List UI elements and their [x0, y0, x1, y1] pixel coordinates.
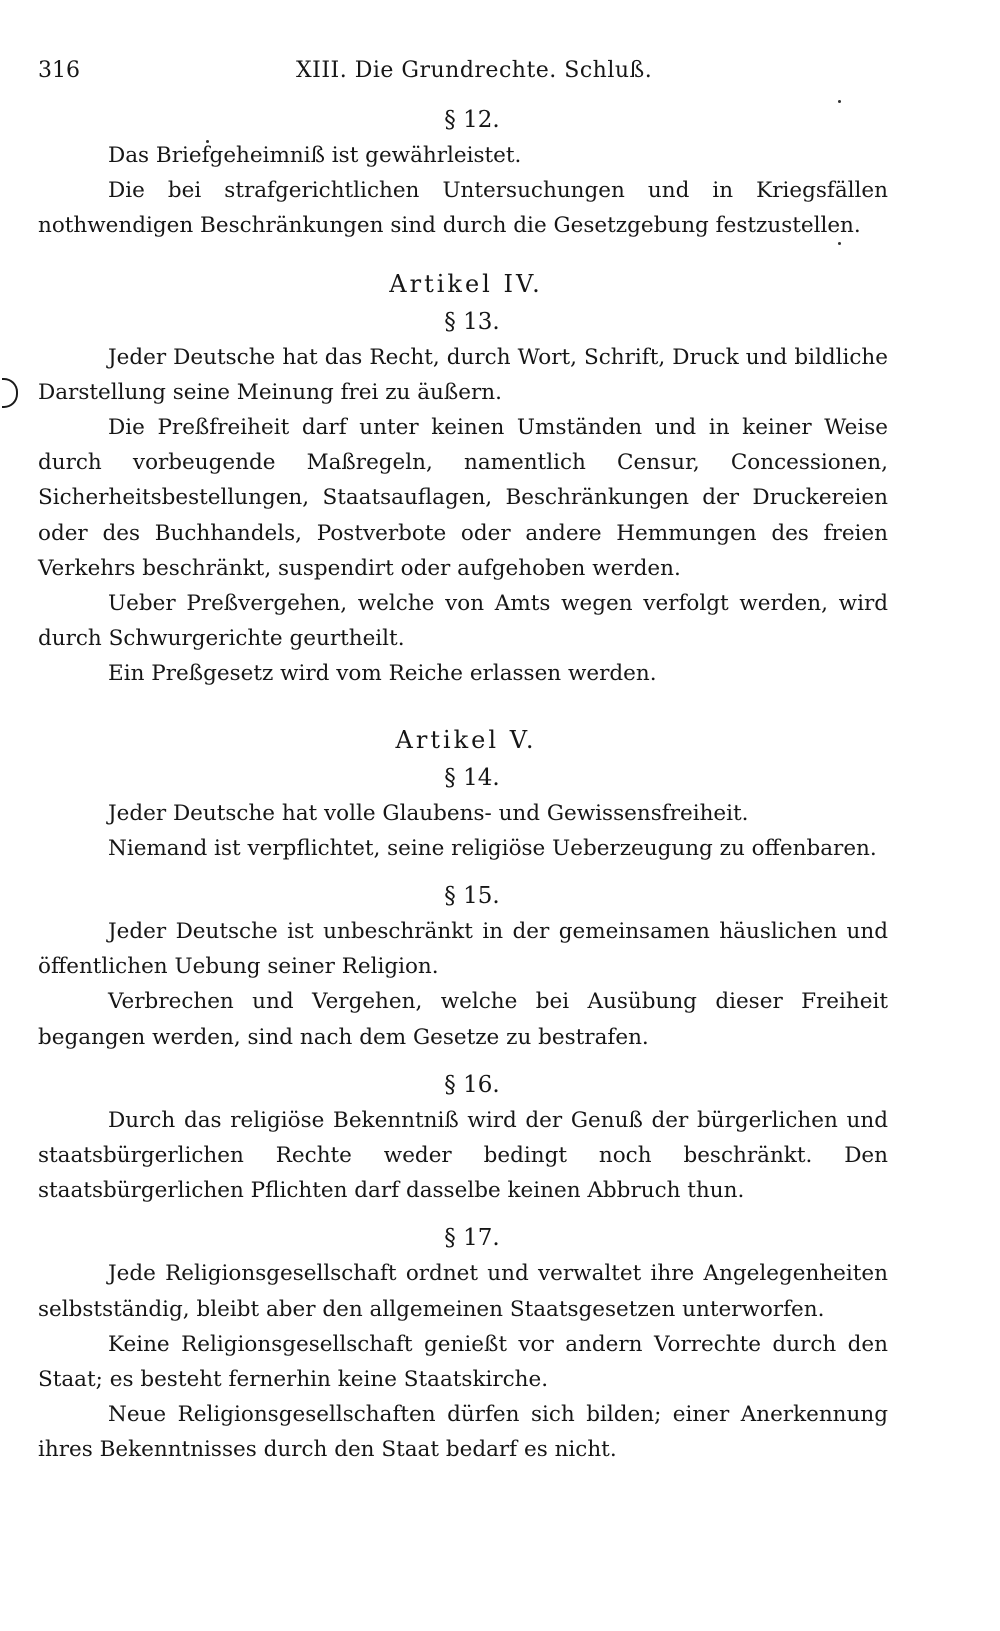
book-page	[38, 58, 888, 1468]
section-14-paragraph-2: Niemand ist verpflichtet, seine religiöse Ueberzeugung zu offenbaren.	[108, 835, 877, 861]
section-12-mark: § 12.	[444, 107, 500, 133]
section-17-paragraph-2: Keine Religionsgesellschaft genießt vor andern Vorrechte durch den Staat; es besteht fernerhin keine Staatskirche.	[38, 1331, 888, 1393]
running-head: XIII. Die Grundrechte. Schluß.	[296, 58, 653, 83]
section-14-paragraph-1: Jeder Deutsche hat volle Glaubens- und Gewissensfreiheit.	[108, 800, 749, 826]
section-15-paragraph-2: Verbrechen und Vergehen, welche bei Ausübung dieser Freiheit begangen werden, sind nach dem Gesetze zu bestrafen.	[38, 989, 888, 1050]
section-13-paragraph-2: Die Preßfreiheit darf unter keinen Umständen und in keiner Weise durch vorbeugende Maßregeln, namentlich Censur, Concessionen, Sicherheitsbestellungen, Staatsauflagen, Beschränkungen der Druckereien oder des Buchhandels, Postverbote oder andere Hemmungen des freien Verkehrs beschränkt, suspendirt oder aufgehoben werden.	[38, 415, 888, 581]
section-12-paragraph-2: Die bei strafgerichtlichen Untersuchungen und in Kriegsfällen nothwendigen Beschränkungen sind durch die Gesetzgebung festzustellen.	[38, 178, 888, 239]
section-15-mark: § 15.	[444, 883, 500, 910]
section-15-paragraph-1: Jeder Deutsche ist unbeschränkt in der gemeinsamen häuslichen und öffentlichen Uebung seiner Religion.	[38, 919, 888, 980]
article-4-heading: Artikel IV.	[389, 269, 543, 298]
section-17-mark: § 17.	[444, 1225, 500, 1252]
margin-bracket-mark	[2, 378, 18, 408]
page-header	[38, 58, 888, 98]
article-5-heading: Artikel V.	[395, 725, 537, 754]
section-14-mark: § 14.	[444, 764, 500, 791]
section-13-paragraph-1: Jeder Deutsche hat das Recht, durch Wort, Schrift, Druck und bildliche Darstellung seine Meinung frei zu äußern.	[38, 344, 888, 405]
section-13-paragraph-3: Ueber Preßvergehen, welche von Amts wegen verfolgt werden, wird durch Schwurgerichte geurtheilt.	[38, 591, 888, 652]
section-13-mark: § 13.	[444, 308, 500, 335]
section-12-paragraph-1: Das Briefgeheimniß ist gewährleistet.	[108, 143, 522, 168]
page-number: 316	[38, 58, 80, 83]
section-17-paragraph-3: Neue Religionsgesellschaften dürfen sich bilden; einer Anerkennung ihres Bekenntnisses durch den Staat bedarf es nicht.	[38, 1402, 888, 1463]
section-17-paragraph-1: Jede Religionsgesellschaft ordnet und verwaltet ihre Angelegenheiten selbstständig, bleibt aber den allgemeinen Staatsgesetzen unterworfen.	[38, 1261, 888, 1322]
section-16-mark: § 16.	[444, 1071, 500, 1098]
section-16-paragraph-1: Durch das religiöse Bekenntniß wird der Genuß der bürgerlichen und staatsbürgerlichen Rechte weder bedingt noch beschränkt. Den staatsbürgerlichen Pflichten darf dasselbe keinen Abbruch thun.	[38, 1107, 888, 1204]
section-13-paragraph-4: Ein Preßgesetz wird vom Reiche erlassen werden.	[108, 661, 657, 687]
